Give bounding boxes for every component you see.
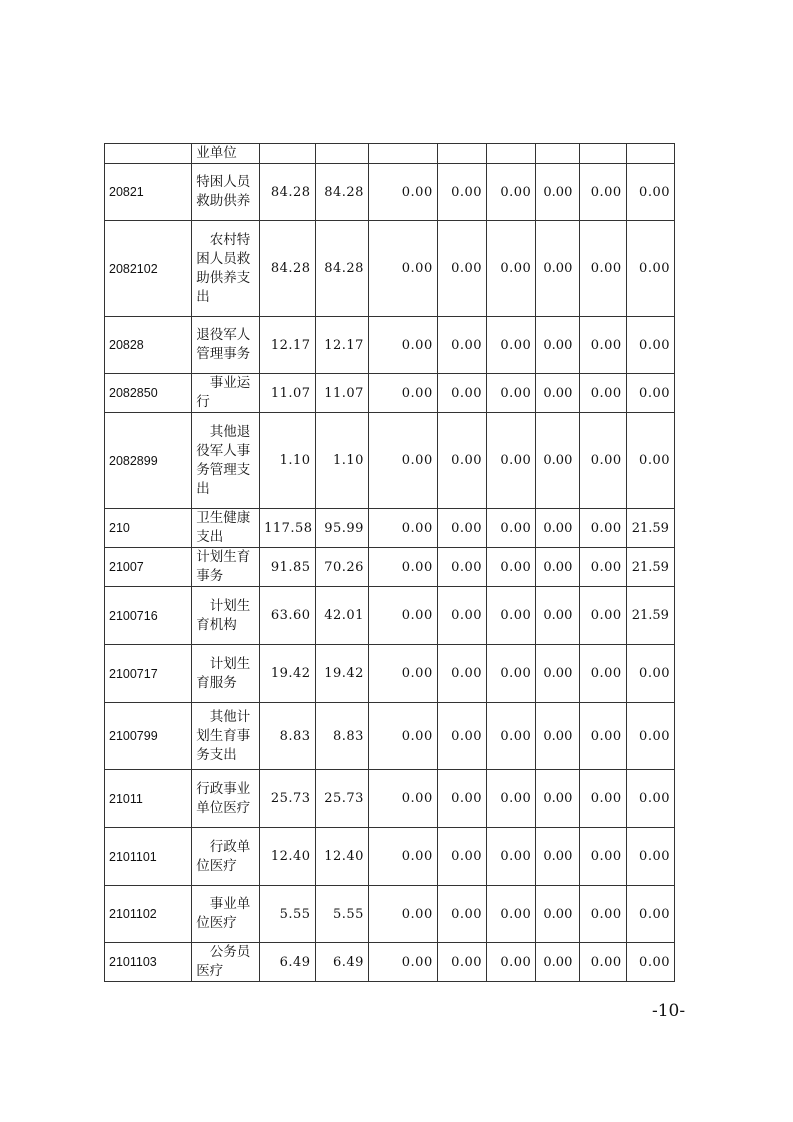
amount-cell: 0.00 (626, 886, 674, 943)
amount-cell: 0.00 (580, 587, 626, 645)
amount-cell: 0.00 (487, 317, 536, 374)
table-row (105, 221, 675, 317)
amount-cell: 0.00 (437, 509, 486, 548)
amount-cell: 0.00 (580, 886, 626, 943)
amount-cell (580, 144, 626, 164)
amount-cell: 0.00 (536, 374, 580, 413)
amount-cell: 0.00 (536, 645, 580, 703)
subject-code-cell: 210 (105, 509, 192, 548)
subject-code-cell: 2100717 (105, 645, 192, 703)
amount-cell: 12.17 (260, 317, 315, 374)
amount-cell (487, 144, 536, 164)
amount-cell: 0.00 (580, 509, 626, 548)
table-row (105, 164, 675, 221)
amount-cell: 0.00 (368, 943, 437, 982)
subject-name-text: 业单位 (196, 145, 237, 161)
amount-cell: 0.00 (487, 548, 536, 587)
table-row (105, 703, 675, 770)
subject-name-cell (192, 703, 260, 770)
amount-cell: 0.00 (536, 943, 580, 982)
amount-cell (368, 144, 437, 164)
subject-code-cell (105, 144, 192, 164)
subject-code-cell: 21011 (105, 770, 192, 828)
amount-cell: 5.55 (315, 886, 368, 943)
amount-cell: 0.00 (487, 509, 536, 548)
amount-cell: 21.59 (626, 509, 674, 548)
amount-cell: 0.00 (536, 164, 580, 221)
table-row (105, 413, 675, 509)
subject-name-text: 其他退役军人事务管理支出 (196, 423, 251, 497)
amount-cell: 0.00 (437, 886, 486, 943)
amount-cell: 0.00 (626, 645, 674, 703)
subject-code-cell: 2082102 (105, 221, 192, 317)
amount-cell: 0.00 (437, 943, 486, 982)
amount-cell: 0.00 (580, 828, 626, 886)
table-row (105, 587, 675, 645)
amount-cell: 5.55 (260, 886, 315, 943)
amount-cell: 0.00 (536, 587, 580, 645)
amount-cell: 84.28 (315, 164, 368, 221)
budget-table (104, 143, 675, 982)
amount-cell: 0.00 (626, 374, 674, 413)
amount-cell: 1.10 (315, 413, 368, 509)
subject-code-cell: 2101101 (105, 828, 192, 886)
subject-name-text: 农村特困人员救助供养支出 (196, 231, 251, 305)
subject-code-cell: 21007 (105, 548, 192, 587)
amount-cell (536, 144, 580, 164)
amount-cell: 11.07 (315, 374, 368, 413)
table-row (105, 548, 675, 587)
amount-cell: 84.28 (315, 221, 368, 317)
amount-cell: 0.00 (437, 770, 486, 828)
subject-code-cell: 2101103 (105, 943, 192, 982)
subject-code-cell: 2082850 (105, 374, 192, 413)
amount-cell: 0.00 (487, 221, 536, 317)
subject-name-text: 卫生健康支出 (196, 510, 251, 545)
amount-cell: 6.49 (315, 943, 368, 982)
amount-cell: 0.00 (437, 703, 486, 770)
amount-cell: 19.42 (315, 645, 368, 703)
amount-cell: 0.00 (437, 587, 486, 645)
amount-cell: 0.00 (437, 374, 486, 413)
table-row (105, 770, 675, 828)
amount-cell: 0.00 (368, 509, 437, 548)
amount-cell: 0.00 (368, 164, 437, 221)
amount-cell: 84.28 (260, 221, 315, 317)
amount-cell: 0.00 (368, 374, 437, 413)
subject-name-text: 退役军人管理事务 (196, 327, 251, 362)
amount-cell: 0.00 (536, 548, 580, 587)
amount-cell: 0.00 (580, 221, 626, 317)
table-row (105, 645, 675, 703)
amount-cell: 0.00 (626, 703, 674, 770)
amount-cell: 25.73 (260, 770, 315, 828)
subject-name-cell (192, 317, 260, 374)
amount-cell: 0.00 (626, 164, 674, 221)
amount-cell (626, 144, 674, 164)
amount-cell: 42.01 (315, 587, 368, 645)
amount-cell: 0.00 (626, 221, 674, 317)
subject-name-cell (192, 587, 260, 645)
subject-name-cell (192, 770, 260, 828)
subject-name-cell (192, 164, 260, 221)
subject-name-text: 行政单位医疗 (196, 838, 251, 874)
amount-cell: 0.00 (580, 164, 626, 221)
amount-cell: 0.00 (368, 645, 437, 703)
amount-cell: 0.00 (626, 828, 674, 886)
amount-cell: 0.00 (487, 943, 536, 982)
amount-cell: 0.00 (536, 770, 580, 828)
amount-cell: 0.00 (487, 587, 536, 645)
amount-cell: 0.00 (487, 645, 536, 703)
table-row (105, 317, 675, 374)
amount-cell: 0.00 (580, 943, 626, 982)
amount-cell (260, 144, 315, 164)
amount-cell: 0.00 (437, 221, 486, 317)
table-row (105, 828, 675, 886)
amount-cell: 0.00 (536, 703, 580, 770)
amount-cell: 0.00 (580, 770, 626, 828)
subject-name-text: 其他计划生育事务支出 (196, 708, 251, 763)
subject-name-cell (192, 828, 260, 886)
amount-cell: 19.42 (260, 645, 315, 703)
subject-name-text: 公务员医疗 (196, 944, 251, 979)
amount-cell: 0.00 (536, 509, 580, 548)
amount-cell: 0.00 (536, 886, 580, 943)
amount-cell: 70.26 (315, 548, 368, 587)
amount-cell: 8.83 (315, 703, 368, 770)
subject-code-cell: 2100716 (105, 587, 192, 645)
amount-cell: 0.00 (626, 413, 674, 509)
amount-cell: 0.00 (437, 548, 486, 587)
subject-name-text: 计划生育机构 (196, 597, 251, 633)
subject-name-text: 行政事业单位医疗 (196, 780, 251, 816)
subject-code-cell: 2082899 (105, 413, 192, 509)
amount-cell: 1.10 (260, 413, 315, 509)
amount-cell: 0.00 (368, 587, 437, 645)
amount-cell: 0.00 (368, 221, 437, 317)
amount-cell: 84.28 (260, 164, 315, 221)
table-row (105, 144, 675, 164)
amount-cell: 12.40 (260, 828, 315, 886)
subject-code-cell: 20828 (105, 317, 192, 374)
amount-cell: 0.00 (626, 943, 674, 982)
table-row (105, 943, 675, 982)
subject-code-cell: 20821 (105, 164, 192, 221)
amount-cell: 6.49 (260, 943, 315, 982)
page-number: -10- (652, 1001, 686, 1021)
amount-cell: 0.00 (368, 548, 437, 587)
subject-name-cell (192, 221, 260, 317)
subject-code-cell: 2100799 (105, 703, 192, 770)
amount-cell: 0.00 (368, 770, 437, 828)
amount-cell: 0.00 (368, 703, 437, 770)
amount-cell (315, 144, 368, 164)
subject-name-text: 计划生育事务 (196, 549, 251, 584)
amount-cell: 0.00 (437, 413, 486, 509)
amount-cell: 25.73 (315, 770, 368, 828)
amount-cell: 0.00 (487, 413, 536, 509)
amount-cell: 0.00 (626, 317, 674, 374)
amount-cell: 0.00 (487, 374, 536, 413)
amount-cell: 0.00 (580, 703, 626, 770)
table-row (105, 509, 675, 548)
amount-cell: 0.00 (580, 645, 626, 703)
amount-cell: 63.60 (260, 587, 315, 645)
amount-cell: 0.00 (536, 317, 580, 374)
amount-cell (437, 144, 486, 164)
amount-cell: 12.40 (315, 828, 368, 886)
subject-code-cell: 2101102 (105, 886, 192, 943)
amount-cell: 0.00 (536, 221, 580, 317)
amount-cell: 0.00 (368, 828, 437, 886)
amount-cell: 0.00 (580, 317, 626, 374)
subject-name-cell (192, 413, 260, 509)
amount-cell: 91.85 (260, 548, 315, 587)
subject-name-text: 计划生育服务 (196, 655, 251, 691)
subject-name-cell (192, 509, 260, 548)
amount-cell: 12.17 (315, 317, 368, 374)
amount-cell: 0.00 (536, 413, 580, 509)
amount-cell: 0.00 (580, 413, 626, 509)
subject-name-cell (192, 645, 260, 703)
amount-cell: 0.00 (437, 828, 486, 886)
amount-cell: 11.07 (260, 374, 315, 413)
subject-name-cell (192, 548, 260, 587)
amount-cell: 0.00 (437, 645, 486, 703)
amount-cell: 0.00 (580, 374, 626, 413)
amount-cell: 0.00 (487, 164, 536, 221)
amount-cell: 0.00 (437, 164, 486, 221)
subject-name-cell (192, 943, 260, 982)
amount-cell: 21.59 (626, 548, 674, 587)
table-row (105, 374, 675, 413)
amount-cell: 95.99 (315, 509, 368, 548)
amount-cell: 117.58 (260, 509, 315, 548)
amount-cell: 0.00 (580, 548, 626, 587)
subject-name-text: 特困人员救助供养 (196, 174, 251, 209)
subject-name-cell (192, 886, 260, 943)
amount-cell: 8.83 (260, 703, 315, 770)
amount-cell: 0.00 (536, 828, 580, 886)
table-row (105, 886, 675, 943)
amount-cell: 0.00 (368, 413, 437, 509)
amount-cell: 0.00 (368, 886, 437, 943)
subject-name-text: 事业单位医疗 (196, 896, 251, 931)
table-body (105, 144, 675, 982)
amount-cell: 0.00 (487, 886, 536, 943)
amount-cell: 21.59 (626, 587, 674, 645)
amount-cell: 0.00 (626, 770, 674, 828)
amount-cell: 0.00 (487, 703, 536, 770)
amount-cell: 0.00 (487, 828, 536, 886)
subject-name-cell (192, 374, 260, 413)
amount-cell: 0.00 (437, 317, 486, 374)
amount-cell: 0.00 (368, 317, 437, 374)
amount-cell: 0.00 (487, 770, 536, 828)
subject-name-text: 事业运行 (196, 375, 251, 410)
subject-name-cell (192, 144, 260, 164)
